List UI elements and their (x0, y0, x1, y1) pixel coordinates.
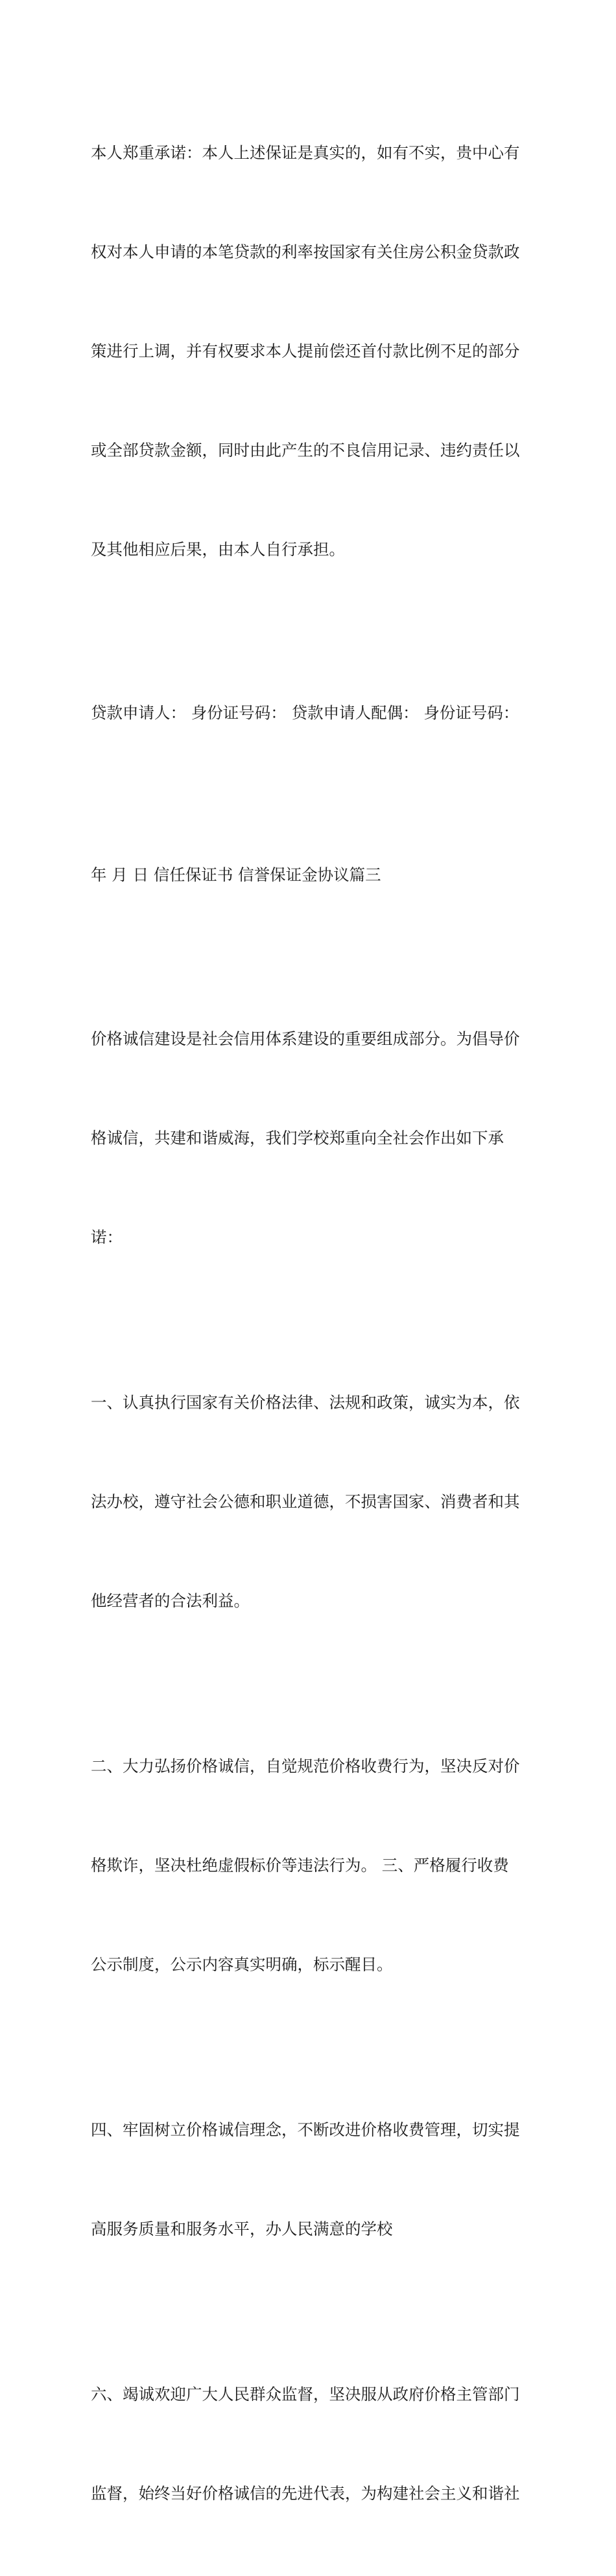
text-line: 他经营者的合法利益。 (91, 1591, 250, 1610)
paragraph-item-two (91, 1683, 532, 2047)
text-line: 公示制度，公示内容真实明确，标示醒目。 (91, 1955, 393, 1974)
text-line: 年 月 日 信任保证书 信誉保证金协议篇三 (91, 865, 381, 884)
text-line: 六、竭诚欢迎广大人民群众监督，坚决服从政府价格主管部门 (91, 2385, 520, 2404)
text-line: 本人郑重承诺：本人上述保证是真实的，如有不实，贵中心有 (91, 143, 520, 162)
text-line: 价格诚信建设是社会信用体系建设的重要组成部分。为倡导价 (91, 1029, 520, 1048)
paragraph-price-integrity-intro (91, 956, 532, 1320)
paragraph-item-four (91, 2047, 532, 2312)
text-line: 二、大力弘扬价格诚信，自觉规范价格收费行为，坚决反对价 (91, 1757, 520, 1775)
paragraph-commitment (91, 70, 532, 632)
paragraph-signature-fields (91, 632, 532, 794)
text-line: 权对本人申请的本笔贷款的利率按国家有关住房公积金贷款政 (91, 242, 520, 261)
paragraph-date-heading (91, 794, 532, 956)
paragraph-item-one (91, 1320, 532, 1683)
paragraph-item-six (91, 2312, 532, 2576)
text-line: 策进行上调，并有权要求本人提前偿还首付款比例不足的部分 (91, 342, 520, 360)
text-line: 监督，始终当好价格诚信的先进代表，为构建社会主义和谐社 (91, 2484, 520, 2503)
document-body (91, 70, 532, 2576)
text-line: 及其他相应后果，由本人自行承担。 (91, 540, 345, 559)
text-line: 或全部贷款金额，同时由此产生的不良信用记录、违约责任以 (91, 441, 520, 460)
text-line: 高服务质量和服务水平，办人民满意的学校 (91, 2219, 393, 2238)
text-line: 格诚信，共建和谐威海，我们学校郑重向全社会作出如下承 (91, 1129, 504, 1147)
text-line: 一、认真执行国家有关价格法律、法规和政策，诚实为本，依 (91, 1393, 520, 1412)
text-line: 贷款申请人： 身份证号码： 贷款申请人配偶： 身份证号码： (91, 703, 519, 722)
text-line: 格欺诈，坚决杜绝虚假标价等违法行为。 三、严格履行收费 (91, 1856, 509, 1875)
text-line: 四、牢固树立价格诚信理念，不断改进价格收费管理，切实提 (91, 2120, 520, 2139)
text-line: 法办校，遵守社会公德和职业道德，不损害国家、消费者和其 (91, 1492, 520, 1511)
text-line: 诺： (91, 1228, 123, 1247)
